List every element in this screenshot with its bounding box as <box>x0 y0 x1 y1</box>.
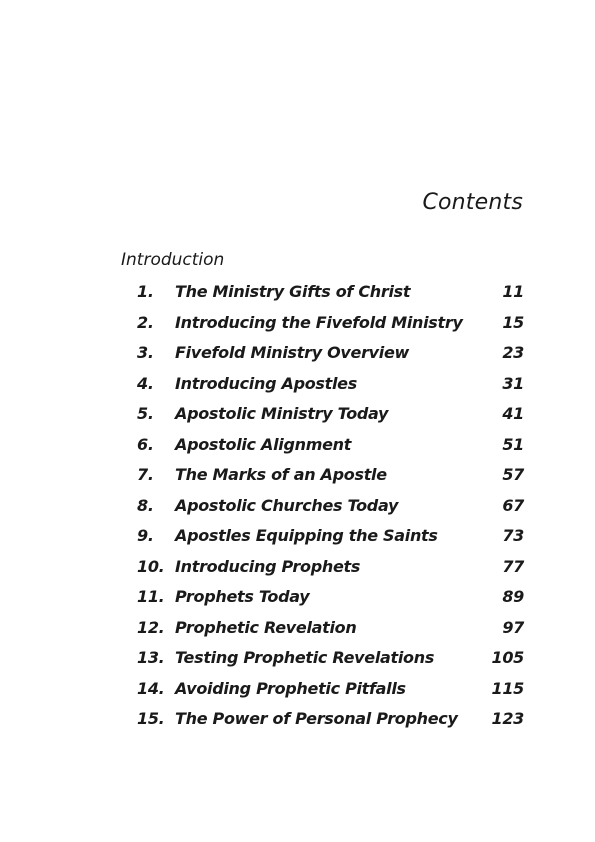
toc-entry[interactable] <box>137 372 526 403</box>
toc-entry-title: Introducing Prophets <box>175 556 361 576</box>
toc-entry-title: Apostles Equipping the Saints <box>175 526 438 545</box>
toc-entry[interactable] <box>137 524 526 555</box>
toc-entry-title: Apostolic Alignment <box>175 434 352 454</box>
toc-entry-page-number: 23 <box>502 343 524 362</box>
toc-entry-number: 5. <box>137 404 154 423</box>
toc-entry-page-number: 115 <box>491 678 524 698</box>
toc-entry-number: 15. <box>137 709 165 728</box>
toc-entry-page-number: 123 <box>491 709 524 728</box>
toc-entry[interactable] <box>137 677 526 708</box>
toc-entry-number: 13. <box>137 648 165 667</box>
toc-entry-page-number: 51 <box>502 434 524 454</box>
toc-entry-page-number: 97 <box>502 617 524 637</box>
toc-entry-page-number: 11 <box>502 282 524 301</box>
toc-entry-page-number: 89 <box>502 587 524 606</box>
toc-entry-number: 7. <box>137 465 154 484</box>
toc-entry-title: Prophetic Revelation <box>175 617 357 637</box>
toc-entry[interactable] <box>137 311 526 342</box>
toc-entry[interactable] <box>137 585 526 616</box>
toc-entry-title: Introducing Apostles <box>175 373 357 393</box>
toc-entry[interactable] <box>137 555 526 586</box>
toc-entry[interactable] <box>137 463 526 494</box>
toc-entry[interactable] <box>137 280 526 311</box>
toc-entry[interactable] <box>137 494 526 525</box>
toc-entry-number: 3. <box>137 343 154 362</box>
toc-entry-page-number: 41 <box>502 404 524 423</box>
toc-entry[interactable] <box>137 616 526 647</box>
toc-entry-number: 6. <box>137 434 154 454</box>
toc-entry-number: 11. <box>137 587 165 606</box>
toc-introduction[interactable]: Introduction <box>121 250 225 270</box>
toc-entry-title: Avoiding Prophetic Pitfalls <box>175 678 406 698</box>
toc-entry-page-number: 105 <box>491 648 524 667</box>
toc-entry-page-number: 77 <box>502 556 524 576</box>
toc-entry[interactable] <box>137 707 526 738</box>
toc-entry-number: 8. <box>137 495 154 515</box>
toc-entry-title: Introducing the Fivefold Ministry <box>175 312 463 332</box>
toc-entry-number: 12. <box>137 617 165 637</box>
toc-entry-page-number: 31 <box>502 373 524 393</box>
toc-entry-page-number: 67 <box>502 495 524 515</box>
toc-entry-page-number: 15 <box>502 312 524 332</box>
toc-entry-number: 4. <box>137 373 154 393</box>
toc-entry-title: Prophets Today <box>175 587 310 606</box>
toc-entry-number: 10. <box>137 556 165 576</box>
toc-entry-page-number: 57 <box>502 465 524 484</box>
toc-entry-title: The Ministry Gifts of Christ <box>175 282 411 301</box>
toc-entry-title: The Marks of an Apostle <box>175 465 387 484</box>
toc-entry[interactable] <box>137 402 526 433</box>
toc-entry-number: 1. <box>137 282 154 301</box>
toc-entry[interactable] <box>137 646 526 677</box>
toc-entry-title: Apostolic Ministry Today <box>175 404 389 423</box>
toc-entry[interactable] <box>137 433 526 464</box>
toc-entry-number: 14. <box>137 678 165 698</box>
page-title: Contents <box>422 189 523 215</box>
toc-entry[interactable] <box>137 341 526 372</box>
toc-entry-page-number: 73 <box>502 526 524 545</box>
toc-entry-title: The Power of Personal Prophecy <box>175 709 458 728</box>
toc-entry-title: Fivefold Ministry Overview <box>175 343 410 362</box>
toc-list <box>137 280 526 738</box>
toc-entry-title: Testing Prophetic Revelations <box>175 648 435 667</box>
toc-entry-title: Apostolic Churches Today <box>175 495 399 515</box>
toc-entry-number: 2. <box>137 312 154 332</box>
toc-entry-number: 9. <box>137 526 154 545</box>
